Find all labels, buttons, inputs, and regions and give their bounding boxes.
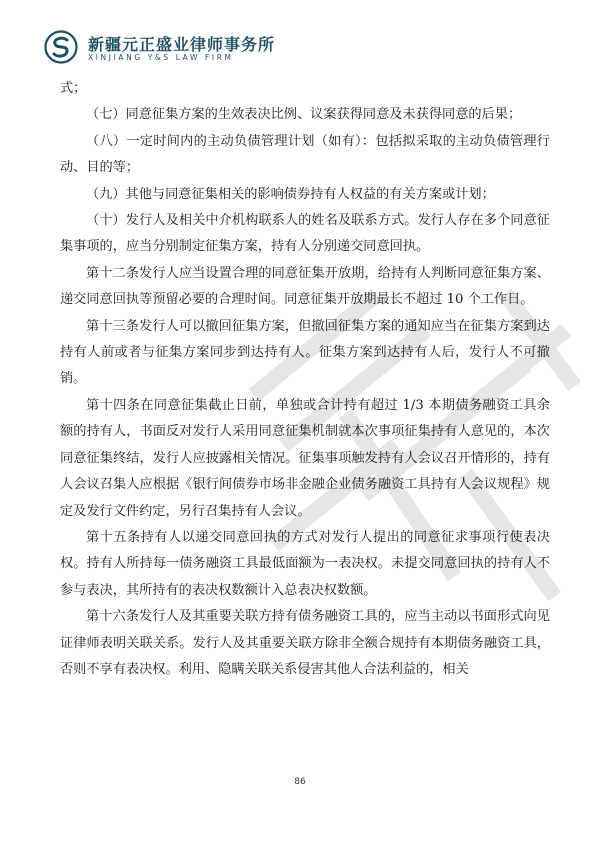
paragraph: （九）其他与同意征集相关的影响债券持有人权益的有关方案或计划； [86, 186, 495, 202]
page-number: 86 [294, 777, 306, 787]
paragraph: 第十四条在同意征集截止日前，单独或合计持有超过 1/3 本期债务融资工具余额的持有人，书面反对发行人采用同意征集机制就本次事项征集持有人意见的，本次同意征集终结，发行人应披露相关情况。征集事项触发持有人会议召开情形的，持有人会议召集人应根据《银行间债券市场非金融企业债务融资工具持有人会议规程》规定及发行文件约定，另行召集持有人会议。 [60, 397, 550, 519]
paragraph: 第十六条发行人及其重要关联方持有债务融资工具的，应当主动以书面形式向见证律师表明关联关系。发行人及其重要关联方除非全额合规持有本期债务融资工具，否则不享有表决权。利用、隐瞒关联关系侵害其他人合法利益的，相关 [60, 609, 550, 677]
paragraph: 式； [60, 81, 87, 96]
page-header [44, 28, 564, 68]
paragraph: （十）发行人及相关中介机构联系人的姓名及联系方式。发行人存在多个同意征集事项的，应当分别制定征集方案，持有人分别递交同意回执。 [60, 213, 550, 255]
paragraph: （七）同意征集方案的生效表决比例、议案获得同意及未获得同意的后果； [86, 107, 522, 123]
paragraph: 第十五条持有人以递交同意回执的方式对发行人提出的同意征求事项行使表决权。持有人所持每一债务融资工具最低面额为一表决权。未提交同意回执的持有人不参与表决，其所持有的表决权数额计入总表决权数额。 [60, 529, 550, 598]
document-body [60, 76, 550, 683]
firm-name-cn: 新疆元正盛业律师事务所 [88, 35, 276, 54]
paragraph: 第十二条发行人应当设置合理的同意征集开放期，给持有人判断同意征集方案、递交同意回执等预留必要的合理时间。同意征集开放期最长不超过 10 个工作日。 [60, 265, 550, 308]
firm-name-en: XINJIANG Y&S LAW FIRM [88, 53, 234, 62]
paragraph: 第十三条发行人可以撤回征集方案，但撤回征集方案的通知应当在征集方案到达持有人前或者与征集方案同步到达持有人。征集方案到达持有人后，发行人不可撤销。 [60, 318, 550, 387]
paragraph: （八）一定时间内的主动负债管理计划（如有）：包括拟采取的主动负债管理行动、目的等； [60, 133, 550, 176]
firm-logo-icon [44, 30, 78, 64]
